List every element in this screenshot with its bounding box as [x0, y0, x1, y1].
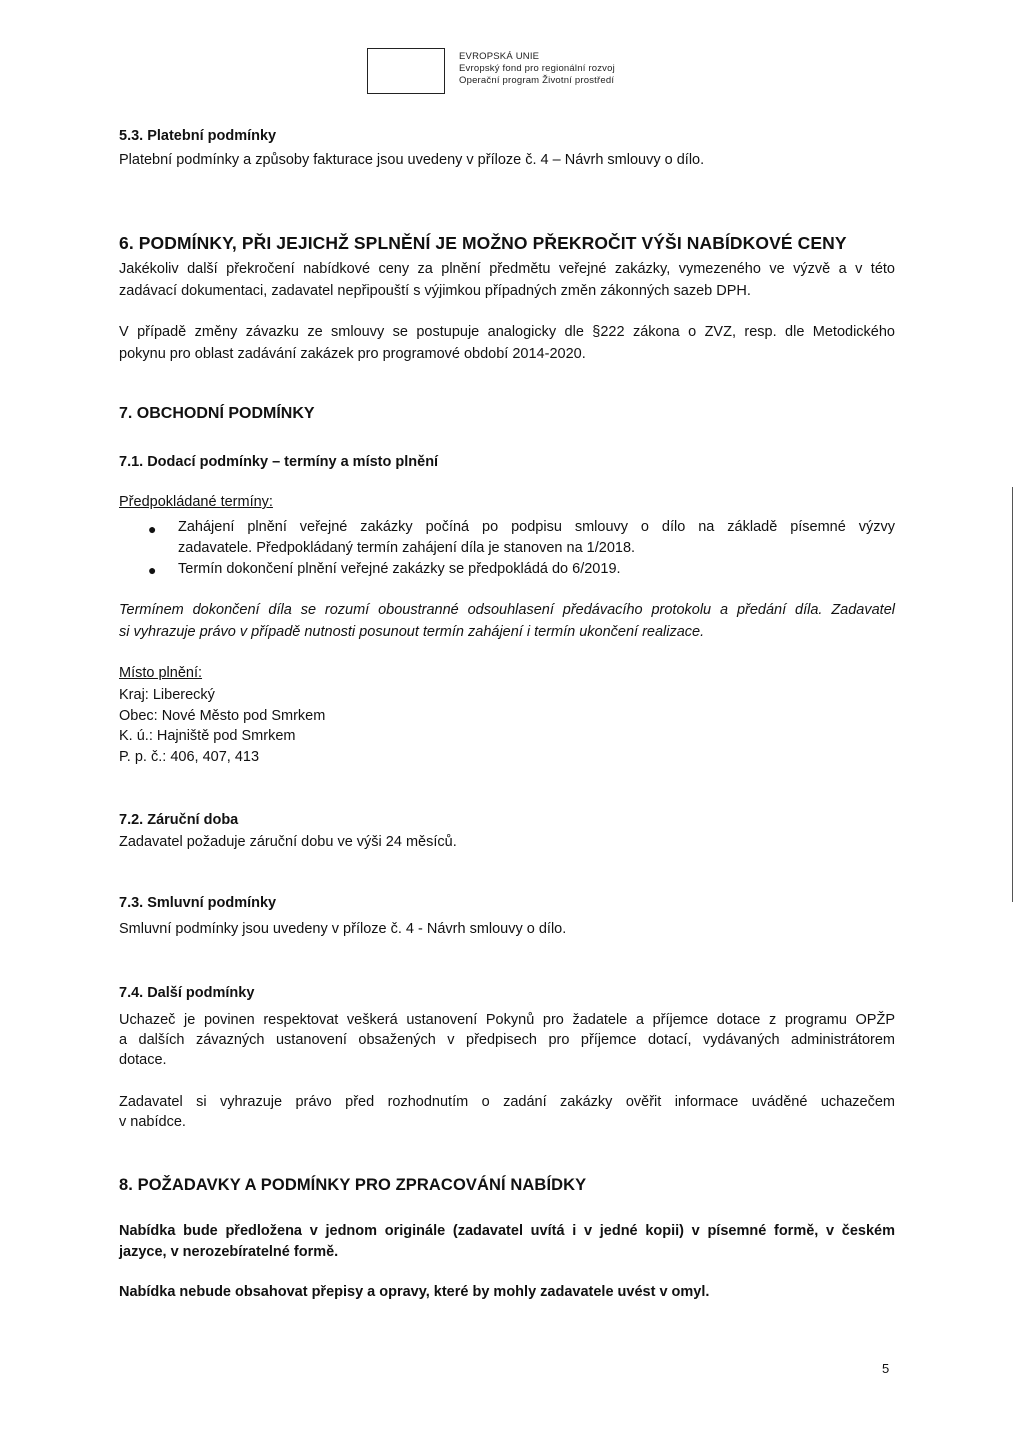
section-7-4-p1-line3: dotace.	[119, 1052, 167, 1068]
section-8-p1-line1: Nabídka bude předložena v jednom originále (zadavatel uvítá i v jedné kopii) v písemné formě, v českém	[119, 1223, 895, 1239]
section-7-4-p1-line2: a dalších závazných ustanovení obsažených v předpisech pro příjemce dotací, vydávaných administrátorem	[119, 1032, 895, 1048]
eu-line-3: Operační program Životní prostředí	[459, 75, 615, 86]
section-7-heading: 7. OBCHODNÍ PODMÍNKY	[119, 405, 315, 422]
section-7-3-text: Smluvní podmínky jsou uvedeny v příloze č. 4 - Návrh smlouvy o dílo.	[119, 921, 567, 937]
eu-line-2: Evropský fond pro regionální rozvoj	[459, 63, 615, 74]
eu-flag-icon	[367, 48, 445, 94]
section-7-3-heading: 7.3. Smluvní podmínky	[119, 895, 277, 911]
completion-note-line1: Termínem dokončení díla se rozumí oboustranné odsouhlasení předávacího protokolu a předání díla. Zadavatel	[119, 602, 895, 618]
place-region: Kraj: Liberecký	[119, 687, 215, 703]
section-7-4-p2-line1: Zadavatel si vyhrazuje právo před rozhodnutím o zadání zakázky ověřit informace uváděné uchazečem	[119, 1094, 895, 1110]
section-5-3-text: Platební podmínky a způsoby fakturace jsou uvedeny v příloze č. 4 – Návrh smlouvy o dílo.	[119, 152, 705, 168]
section-7-4-p1-line1: Uchazeč je povinen respektovat veškerá ustanovení Pokynů pro žadatele a příjemce dotace z programu OPŽP	[119, 1012, 895, 1028]
eu-header-text	[459, 51, 615, 87]
term-bullet-2: Termín dokončení plnění veřejné zakázky se předpokládá do 6/2019.	[178, 561, 621, 577]
page-number: 5	[882, 1361, 890, 1376]
term-bullet-1-line2: zadavatele. Předpokládaný termín zahájení díla je stanoven na 1/2018.	[178, 540, 636, 556]
bullet-icon: ●	[148, 562, 157, 578]
section-7-4-heading: 7.4. Další podmínky	[119, 985, 255, 1001]
section-5-3-heading: 5.3. Platební podmínky	[119, 128, 277, 144]
place-municipality: Obec: Nové Město pod Smrkem	[119, 708, 326, 724]
section-8-p2: Nabídka nebude obsahovat přepisy a opravy, které by mohly zadavatele uvést v omyl.	[119, 1284, 710, 1300]
section-7-1-heading: 7.1. Dodací podmínky – termíny a místo plnění	[119, 454, 439, 470]
section-6-p1-line2: zadávací dokumentaci, zadavatel nepřipouští s výjimkou případných změn zákonných sazeb DPH.	[119, 283, 751, 299]
terms-label: Předpokládané termíny:	[119, 494, 273, 510]
eu-header	[367, 48, 667, 96]
section-8-heading: 8. POŽADAVKY A PODMÍNKY PRO ZPRACOVÁNÍ NABÍDKY	[119, 1176, 587, 1194]
margin-rule	[1012, 487, 1013, 902]
eu-line-1: EVROPSKÁ UNIE	[459, 51, 540, 62]
bullet-icon: ●	[148, 521, 157, 537]
section-7-2-heading: 7.2. Záruční doba	[119, 812, 239, 828]
place-parcel-numbers: P. p. č.: 406, 407, 413	[119, 749, 260, 765]
section-7-2-text: Zadavatel požaduje záruční dobu ve výši 24 měsíců.	[119, 834, 457, 850]
completion-note-line2: si vyhrazuje právo v případě nutnosti posunout termín zahájení i termín ukončení realizace.	[119, 624, 705, 640]
section-6-p1-line1: Jakékoliv další překročení nabídkové ceny za plnění předmětu veřejné zakázky, vymezeného ve výzvě a v této	[119, 261, 895, 277]
section-8-p1-line2: jazyce, v nerozebíratelné formě.	[119, 1244, 339, 1260]
section-6-heading: 6. PODMÍNKY, PŘI JEJICHŽ SPLNĚNÍ JE MOŽNO PŘEKROČIT VÝŠI NABÍDKOVÉ CENY	[119, 233, 847, 253]
place-cadastral-area: K. ú.: Hajniště pod Smrkem	[119, 728, 296, 744]
section-7-4-p2-line2: v nabídce.	[119, 1114, 186, 1130]
section-6-p2-line2: pokynu pro oblast zadávání zakázek pro programové období 2014-2020.	[119, 346, 586, 362]
place-label: Místo plnění:	[119, 665, 203, 681]
term-bullet-1-line1: Zahájení plnění veřejné zakázky počíná po podpisu smlouvy o dílo na základě písemné výzvy	[178, 519, 895, 535]
section-6-p2-line1: V případě změny závazku ze smlouvy se postupuje analogicky dle §222 zákona o ZVZ, resp. dle Metodického	[119, 324, 895, 340]
